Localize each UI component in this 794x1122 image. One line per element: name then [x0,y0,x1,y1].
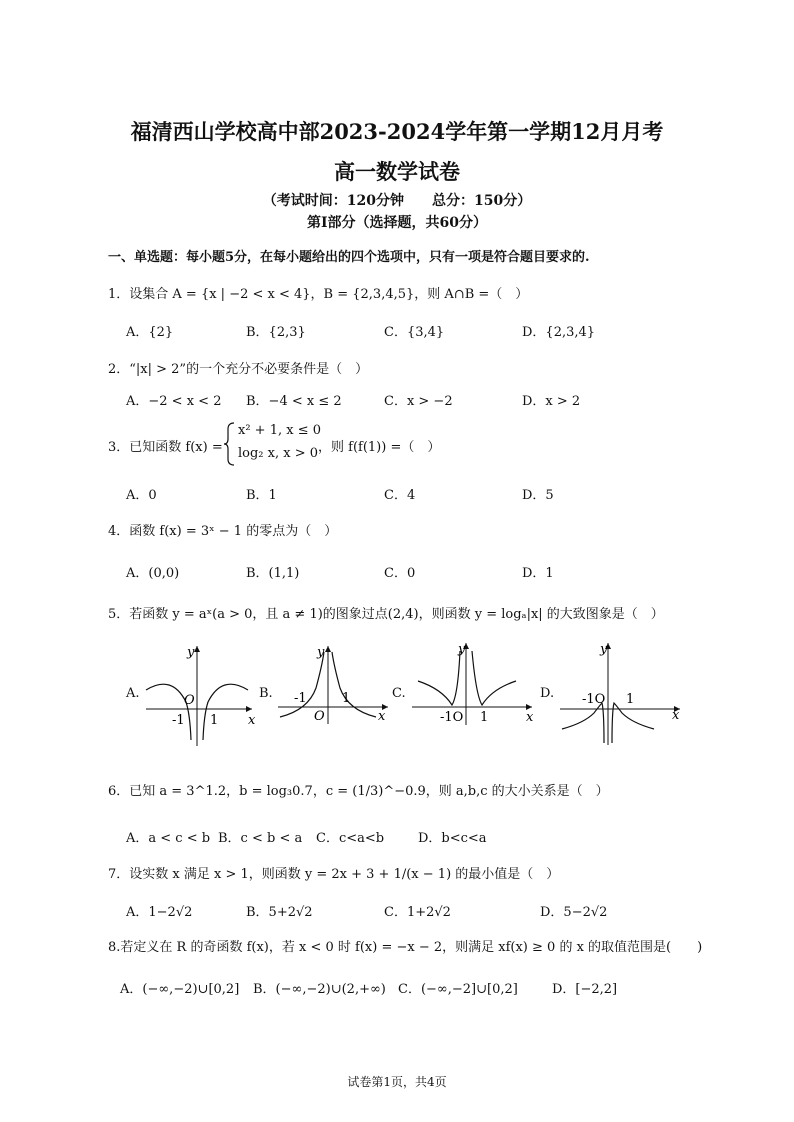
page-footer: 试卷第1页，共4页 [347,1075,447,1089]
question-8-option-d[interactable]: D．[−2,2] [552,982,618,997]
question-4-option-c[interactable]: C．0 [384,566,416,581]
question-1-option-b[interactable]: B．{2,3} [246,325,306,340]
question-5-option-c[interactable]: C. [392,686,406,701]
question-5-option-a[interactable]: A. [126,686,140,701]
question-4-option-a[interactable]: A．(0,0) [126,566,180,581]
question-8-option-a[interactable]: A．(−∞,−2)∪[0,2] [120,982,240,997]
question-4-stem: 4．函数 f(x) = 3ˣ − 1 的零点为（ ） [108,524,338,539]
piecewise-brace [222,421,236,467]
question-5-option-b[interactable]: B. [259,686,273,701]
piecewise-bottom: log₂ x, x > 0 [238,446,319,461]
section-heading: 一、单选题：每小题5分，在每小题给出的四个选项中，只有一项是符合题目要求的. [108,250,590,265]
graph-c-x-label: x [526,710,534,725]
graph-d-x-label: x [672,708,680,723]
graph-c-y-label: y [458,642,466,657]
graph-b-y-label: y [317,645,325,660]
graph-a-y-label: y [187,645,195,660]
question-1-option-d[interactable]: D．{2,3,4} [522,325,596,340]
question-6-option-a[interactable]: A．a < c < b [126,831,211,846]
question-7-option-a[interactable]: A．1−2√2 [126,905,193,920]
question-3-stem-suffix: ，则 f(f(1)) =（ ） [318,440,441,455]
question-2-stem: 2．“|x| > 2”的一个充分不必要条件是（ ） [108,362,369,377]
graph-a-pos-one: 1 [210,713,219,728]
question-8-stem: 8.若定义在 R 的奇函数 f(x)，若 x < 0 时 f(x) = −x − 2，则满足 xf(x) ≥ 0 的 x 的取值范围是( ) [108,940,703,955]
question-8-option-c[interactable]: C．(−∞,−2]∪[0,2] [398,982,518,997]
graph-a-origin: O [184,693,195,708]
question-8-option-b[interactable]: B．(−∞,−2)∪(2,+∞) [253,982,386,997]
graph-a-x-label: x [248,713,256,728]
graph-d-y-label: y [600,642,608,657]
question-5-stem: 5．若函数 y = aˣ(a > 0，且 a ≠ 1)的图象过点(2,4)，则函数 y = logₐ|x| 的大致图象是（ ） [108,607,664,622]
question-1-option-a[interactable]: A．{2} [126,325,174,340]
question-4-option-d[interactable]: D．1 [522,566,554,581]
question-2-option-d[interactable]: D．x > 2 [522,394,581,409]
question-5-option-d[interactable]: D. [540,686,555,701]
piecewise-top: x² + 1, x ≤ 0 [238,423,321,438]
exam-subtitle: 高一数学试卷 [334,159,460,184]
graph-b-neg-one: -1 [294,691,307,706]
graph-a-neg-one: -1 [172,713,185,728]
question-2-option-b[interactable]: B．−4 < x ≤ 2 [246,394,342,409]
question-6-option-d[interactable]: D．b<c<a [418,831,487,846]
question-3-option-c[interactable]: C．4 [384,488,416,503]
question-7-stem: 7．设实数 x 满足 x > 1，则函数 y = 2x + 3 + 1/(x − 1) 的最小值是（ ） [108,867,560,882]
question-7-option-c[interactable]: C．1+2√2 [384,905,451,920]
graph-c[interactable] [406,637,536,727]
graph-b-origin: O [314,709,325,724]
question-2-option-c[interactable]: C．x > −2 [384,394,453,409]
question-6-stem: 6．已知 a = 3^1.2，b = log₃0.7，c = (1/3)^−0.9，则 a,b,c 的大小关系是（ ） [108,784,609,799]
graph-d-pos-one: 1 [626,692,635,707]
exam-info: （考试时间：120分钟 总分：150分） [262,193,532,209]
graph-d[interactable] [556,637,684,747]
graph-c-pos-one: 1 [480,710,489,725]
question-7-option-d[interactable]: D．5−2√2 [540,905,608,920]
graph-c-neg-one-origin: -1O [440,710,464,725]
question-3-option-b[interactable]: B．1 [246,488,277,503]
question-7-option-b[interactable]: B．5+2√2 [246,905,313,920]
graph-b-pos-one: 1 [342,691,351,706]
question-3-stem-prefix: 3．已知函数 f(x) = [108,440,223,455]
graph-b-x-label: x [378,709,386,724]
question-1-option-c[interactable]: C．{3,4} [384,325,445,340]
question-3-option-a[interactable]: A．0 [126,488,157,503]
question-3-option-d[interactable]: D．5 [522,488,554,503]
question-4-option-b[interactable]: B．(1,1) [246,566,300,581]
graph-d-neg-one-origin: -1O [582,692,606,707]
part-title: 第Ⅰ部分（选择题，共60分） [306,215,488,231]
question-1-stem: 1．设集合 A = {x | −2 < x < 4}，B = {2,3,4,5}，则 A∩B =（ ） [108,287,529,302]
graph-b[interactable] [272,640,392,726]
question-2-option-a[interactable]: A．−2 < x < 2 [126,394,222,409]
exam-title: 福清西山学校高中部2023-2024学年第一学期12月月考 [130,119,664,144]
graph-a[interactable] [140,640,258,748]
question-6-option-b[interactable]: B．c < b < a [218,831,303,846]
question-6-option-c[interactable]: C．c<a<b [316,831,385,846]
